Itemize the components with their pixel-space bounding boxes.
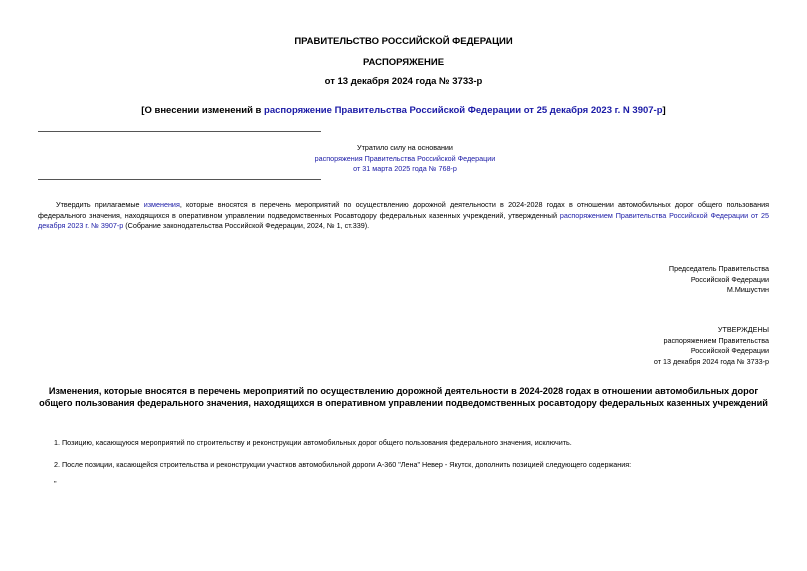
divider-top: [38, 131, 321, 132]
divider-bottom: [38, 179, 321, 180]
approved-by: распоряжением Правительства: [663, 335, 769, 345]
base-order-link[interactable]: распоряжением Правительства Российской Федерации от 25 декабря 2023 г. № 3907-р: [38, 210, 769, 231]
approved-org: Российской Федерации: [690, 346, 769, 356]
signature-name: М.Мишустин: [726, 285, 769, 295]
approved-label: УТВЕРЖДЕНЫ: [717, 325, 769, 334]
quote-mark: ": [54, 479, 57, 488]
subject-open-bracket: [: [141, 105, 145, 116]
changes-link[interactable]: изменения: [143, 200, 180, 209]
government-title: ПРАВИТЕЛЬСТВО РОССИЙСКОЙ ФЕДЕРАЦИИ: [294, 36, 513, 47]
approved-date: от 13 декабря 2024 года № 3733-р: [653, 357, 769, 367]
body-text-start: Утвердить прилагаемые: [56, 200, 144, 209]
document-date-number: от 13 декабря 2024 года № 3733-р: [324, 76, 483, 87]
signature-title: Председатель Правительства: [668, 264, 769, 273]
changes-heading: Изменения, которые вносятся в перечень мероприятий по осуществлению дорожной деятельности в 2024-2028 годах в отношении автомобильных дорог общего пользования федерального значения, находящихся в оперативном управлении подведомственных росавтодору федеральных казенных учреждений: [39, 386, 768, 408]
subject-close-bracket: ]: [662, 105, 666, 116]
lost-force-order-link[interactable]: распоряжения Правительства Российской Федерации: [314, 153, 496, 163]
document-subject: [0, 105, 807, 116]
lost-force-order-date-link[interactable]: от 31 марта 2025 года № 768-р: [353, 164, 457, 173]
approved-block: [654, 325, 769, 368]
subject-amended-order-link[interactable]: распоряжение Правительства Российской Федерации от 25 декабря 2023 г. N 3907-р: [264, 105, 663, 116]
list-item: 1. Позицию, касающуюся мероприятий по строительству и реконструкции автомобильных дорог общего пользования федерального значения, исключить.: [54, 438, 572, 447]
signature-block: [669, 264, 769, 296]
list-item: 2. После позиции, касающейся строительства и реконструкции участков автомобильной дороги А-360 "Лена" Невер - Якутск, дополнить позицией следующего содержания:: [54, 460, 632, 469]
lost-force-notice: [290, 143, 520, 175]
body-paragraph: [38, 200, 769, 232]
body-text-middle: , которые вносятся в перечень мероприятий по осуществлению дорожной деятельности в 2024-2028 годах в отношении автомобильных дорог общего пользования федерального значения, находящихся в оперативном управлении подведомственных Росавтодору федеральных казенных учреждений, утвержденный: [38, 200, 769, 220]
lost-force-line: Утратило силу на основании: [357, 143, 453, 152]
subject-prefix: О внесении изменений в: [144, 105, 265, 116]
signature-org: Российской Федерации: [690, 274, 769, 284]
document-type: РАСПОРЯЖЕНИЕ: [362, 57, 445, 68]
body-text-end: (Собрание законодательства Российской Федерации, 2024, № 1, ст.339).: [123, 221, 370, 231]
